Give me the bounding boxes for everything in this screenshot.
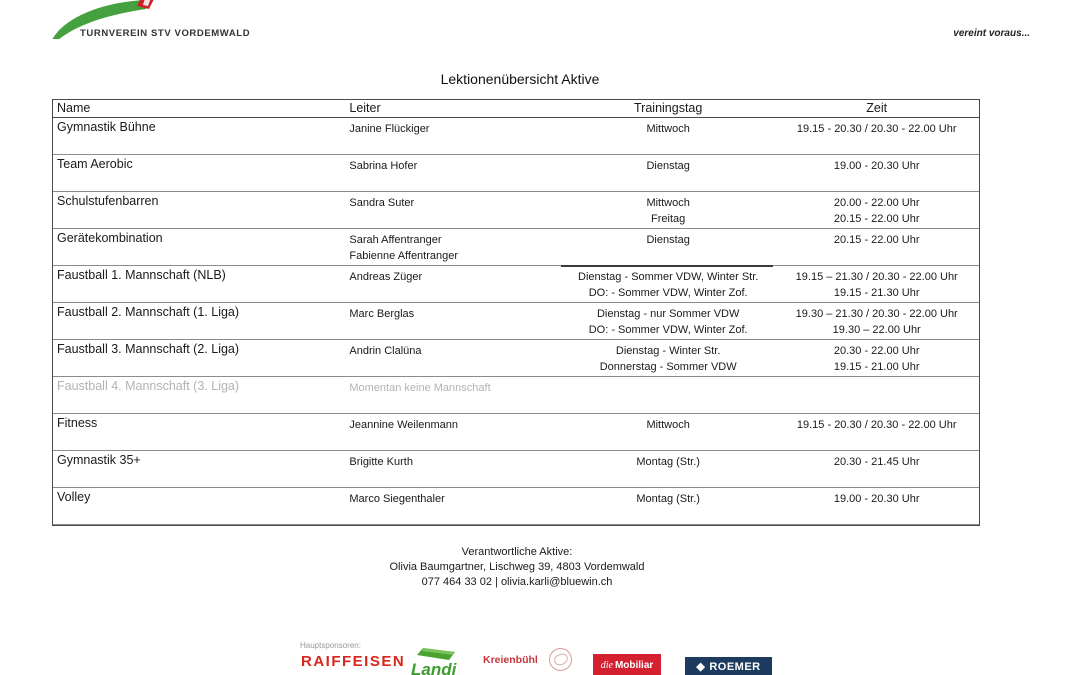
table-row — [53, 488, 979, 525]
zeit-line: 20.15 - 22.00 Uhr — [833, 213, 920, 225]
cell-trainingstag — [546, 266, 790, 302]
activity-name: Gymnastik Bühne — [57, 120, 156, 134]
zeit-line: 19.15 - 20.30 / 20.30 - 22.00 Uhr — [796, 123, 957, 135]
trainingstag-line: DO: - Sommer VDW, Winter Zof. — [588, 287, 748, 299]
table-row — [53, 155, 979, 192]
kreienbuehl-emblem-icon — [549, 648, 572, 671]
trainingstag-line: Dienstag - Sommer VDW, Winter Str. — [578, 271, 759, 283]
activity-name: Faustball 2. Mannschaft (1. Liga) — [57, 305, 240, 319]
leiter-line: Jeannine Weilenmann — [349, 419, 459, 431]
club-tagline: vereint voraus... — [953, 28, 1030, 39]
activity-name: Faustball 1. Mannschaft (NLB) — [57, 268, 226, 282]
trainingstag-cell-divider — [561, 265, 773, 267]
zeit-line: 19.15 – 21.30 / 20.30 - 22.00 Uhr — [795, 271, 958, 283]
zeit-line: 19.00 - 20.30 Uhr — [833, 160, 920, 172]
trainingstag-line: Donnerstag - Sommer VDW — [599, 361, 737, 373]
roemer-diamond-icon: ◆ — [696, 660, 706, 673]
cell-trainingstag — [546, 414, 790, 450]
activity-name: Gerätekombination — [57, 231, 163, 245]
cell-trainingstag — [546, 340, 790, 376]
activity-name: Faustball 4. Mannschaft (3. Liga) — [57, 379, 240, 393]
zeit-line: 20.00 - 22.00 Uhr — [833, 197, 920, 209]
cell-zeit — [790, 266, 979, 302]
trainingstag-line: DO: - Sommer VDW, Winter Zof. — [588, 324, 748, 336]
trainingstag-line: Mittwoch — [646, 197, 690, 209]
footer-contact: 077 464 33 02 | olivia.karli@bluewin.ch — [421, 576, 613, 588]
table-row — [53, 340, 979, 377]
cell-zeit — [790, 155, 979, 191]
cell-zeit — [790, 340, 979, 376]
club-name: TURNVEREIN STV VORDEMWALD — [80, 28, 251, 39]
trainingstag-line: Mittwoch — [646, 123, 690, 135]
trainingstag-line: Dienstag - Winter Str. — [615, 345, 721, 357]
trainingstag-line: Freitag — [651, 213, 686, 225]
trainingstag-line: Dienstag — [646, 160, 690, 172]
cell-name — [53, 118, 340, 154]
cell-name — [53, 451, 340, 487]
zeit-line: 20.30 - 21.45 Uhr — [833, 456, 920, 468]
cell-trainingstag — [546, 488, 790, 524]
cell-name — [53, 377, 340, 413]
leiter-line: Fabienne Affentranger — [349, 250, 459, 262]
mobiliar-logo — [593, 654, 661, 675]
cell-zeit — [790, 451, 979, 487]
activity-name: Schulstufenbarren — [57, 194, 159, 208]
trainingstag-line: Dienstag — [646, 234, 690, 246]
cell-zeit — [790, 488, 979, 524]
table-row — [53, 229, 979, 266]
table-row — [53, 303, 979, 340]
footer-address: Olivia Baumgartner, Lischweg 39, 4803 Vordemwald — [389, 561, 645, 573]
cell-leiter — [340, 155, 546, 191]
cell-zeit — [790, 414, 979, 450]
cell-name — [53, 266, 340, 302]
cell-leiter — [340, 118, 546, 154]
leiter-line: Sarah Affentranger — [349, 234, 442, 246]
cell-leiter — [340, 451, 546, 487]
page-title: Lektionenübersicht Aktive — [440, 71, 600, 87]
footer-heading: Verantwortliche Aktive: — [461, 546, 573, 558]
landi-wordmark: Landi — [411, 660, 457, 675]
cell-name — [53, 414, 340, 450]
cell-leiter — [340, 377, 546, 413]
zeit-line: 19.30 – 22.00 Uhr — [832, 324, 921, 336]
leiter-line: Janine Flückiger — [349, 123, 430, 135]
leiter-line: Andreas Züger — [349, 271, 423, 283]
cell-zeit — [790, 229, 979, 265]
cell-name — [53, 192, 340, 228]
cell-trainingstag — [546, 118, 790, 154]
cell-leiter — [340, 414, 546, 450]
trainingstag-line: Montag (Str.) — [636, 456, 700, 468]
zeit-line: 19.15 - 20.30 / 20.30 - 22.00 Uhr — [796, 419, 957, 431]
cell-leiter — [340, 340, 546, 376]
trainingstag-line: Montag (Str.) — [636, 493, 700, 505]
cell-trainingstag — [546, 451, 790, 487]
cell-leiter — [340, 488, 546, 524]
raiffeisen-logo: RAIFFEISEN — [301, 653, 406, 670]
title-wrap — [0, 71, 1040, 89]
zeit-line: 19.00 - 20.30 Uhr — [833, 493, 920, 505]
cell-name — [53, 229, 340, 265]
cell-name — [53, 488, 340, 524]
trainingstag-line: Mittwoch — [646, 419, 690, 431]
leiter-line: Sandra Suter — [349, 197, 415, 209]
roemer-wordmark: ROEMER — [709, 661, 761, 673]
activity-name: Faustball 3. Mannschaft (2. Liga) — [57, 342, 240, 356]
mobiliar-wordmark: Mobiliar — [614, 659, 654, 671]
leiter-line: Brigitte Kurth — [349, 456, 413, 468]
table-header-row — [53, 100, 979, 118]
sponsors-label: Hauptsponsoren: — [300, 641, 361, 650]
cell-leiter — [340, 192, 546, 228]
col-header-leiter: Leiter — [349, 101, 381, 115]
mobiliar-prefix: die — [600, 659, 613, 671]
leiter-line: Momentan keine Mannschaft — [349, 382, 491, 394]
cell-leiter — [340, 229, 546, 265]
activity-name: Gymnastik 35+ — [57, 453, 141, 467]
cell-name — [53, 303, 340, 339]
cell-trainingstag — [546, 192, 790, 228]
col-header-trainingstag: Trainingstag — [634, 101, 703, 115]
cell-zeit — [790, 377, 979, 413]
footer-contact-block — [52, 545, 982, 590]
table-row — [53, 192, 979, 229]
cell-zeit — [790, 303, 979, 339]
cell-trainingstag — [546, 377, 790, 413]
table-row — [53, 414, 979, 451]
activity-name: Team Aerobic — [57, 157, 133, 171]
zeit-line: 20.15 - 22.00 Uhr — [833, 234, 920, 246]
table-row — [53, 451, 979, 488]
cell-name — [53, 340, 340, 376]
col-header-name: Name — [57, 101, 91, 115]
landi-logo — [405, 646, 469, 675]
cell-name — [53, 155, 340, 191]
leiter-line: Marc Berglas — [349, 308, 415, 320]
zeit-line: 19.15 - 21.30 Uhr — [833, 287, 920, 299]
zeit-line: 19.30 – 21.30 / 20.30 - 22.00 Uhr — [795, 308, 958, 320]
cell-leiter — [340, 303, 546, 339]
table-row-inactive — [53, 377, 979, 414]
leiter-line: Marco Siegenthaler — [349, 493, 445, 505]
activity-name: Volley — [57, 490, 91, 504]
cell-zeit — [790, 192, 979, 228]
lessons-table — [52, 99, 980, 526]
leiter-line: Andrin Clalüna — [349, 345, 422, 357]
zeit-line: 20.30 - 22.00 Uhr — [833, 345, 920, 357]
cell-trainingstag — [546, 155, 790, 191]
activity-name: Fitness — [57, 416, 98, 430]
cell-leiter — [340, 266, 546, 302]
table-row — [53, 266, 979, 303]
table-row — [53, 118, 979, 155]
leiter-line: Sabrina Hofer — [349, 160, 418, 172]
cell-trainingstag — [546, 303, 790, 339]
roemer-logo — [685, 657, 772, 675]
col-header-zeit: Zeit — [866, 101, 888, 115]
zeit-line: 19.15 - 21.00 Uhr — [833, 361, 920, 373]
trainingstag-line: Dienstag - nur Sommer VDW — [596, 308, 740, 320]
cell-zeit — [790, 118, 979, 154]
cell-trainingstag — [546, 229, 790, 265]
kreienbuehl-logo: Kreienbühl — [483, 654, 538, 666]
